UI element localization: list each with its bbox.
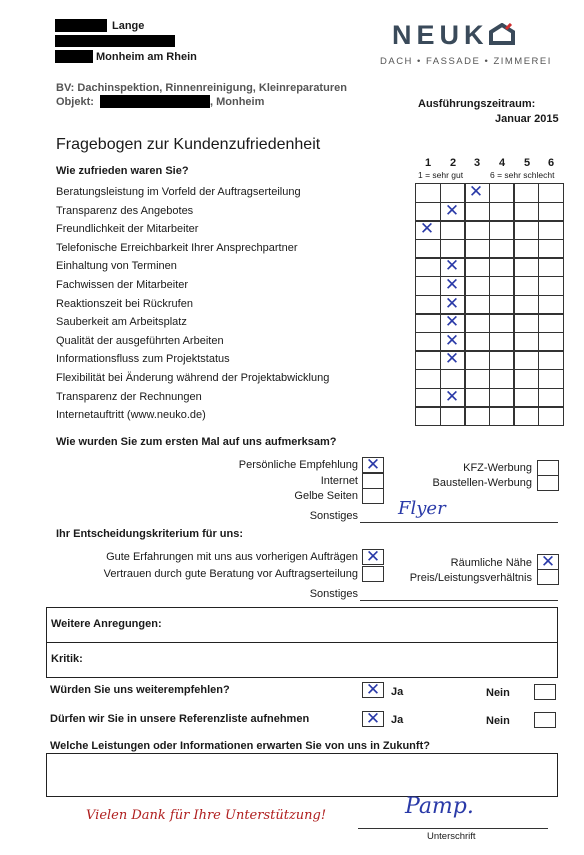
check-mark-icon: ✕ [444,331,460,351]
check-mark-icon: ✕ [540,552,556,572]
reference-nein-label: Nein [486,715,510,727]
customer-name: Lange [112,20,145,32]
rating-row-label: Fachwissen der Mitarbeiter [56,279,189,291]
page-title: Fragebogen zur Kundenzufriedenheit [56,136,321,153]
check-mark-icon: ✕ [444,312,460,332]
check-mark-icon: ✕ [365,455,381,475]
check-mark-icon: ✕ [444,201,460,221]
rating-cell[interactable] [489,369,515,389]
rating-cell[interactable] [513,369,539,389]
rating-cell[interactable] [489,183,515,203]
rating-row-label: Informationsfluss zum Projektstatus [56,353,230,365]
attention-option-label: Internet [320,475,358,487]
rating-cell[interactable] [538,295,564,315]
signature-line [358,828,548,829]
redacted-street [55,35,175,47]
rating-cell[interactable] [513,257,539,277]
scale-left: 1 = sehr gut [418,170,464,180]
check-mark-icon: ✕ [444,349,460,369]
bv-line: BV: Dachinspektion, Rinnenreinigung, Kleinreparaturen [56,82,347,94]
company-logo: NEUK [392,20,513,51]
rating-cell[interactable] [415,369,441,389]
rating-cell[interactable] [538,183,564,203]
rating-cell[interactable] [415,313,441,333]
check-mark-icon: ✕ [444,275,460,295]
scale-4: 4 [499,157,506,169]
scale-3: 3 [474,157,481,169]
rating-cell[interactable] [538,406,564,426]
rating-cell[interactable] [440,369,466,389]
attention-checkbox[interactable] [537,475,559,491]
rating-cell[interactable] [440,406,466,426]
objekt-city: , Monheim [210,96,265,108]
rating-cell[interactable] [464,350,490,370]
attention-checkbox[interactable] [362,473,384,489]
rating-cell[interactable] [513,332,539,352]
rating-cell[interactable] [489,313,515,333]
rating-cell[interactable] [415,388,441,408]
rating-cell[interactable] [538,369,564,389]
rating-cell[interactable] [464,295,490,315]
recommend-ja-label: Ja [391,686,404,698]
check-mark-icon: ✕ [444,256,460,276]
rating-cell[interactable] [464,220,490,240]
sonstiges-label: Sonstiges [309,510,358,522]
rating-cell[interactable] [415,295,441,315]
attention-option-label: Persönliche Empfehlung [238,459,358,471]
criteria-option-label: Gute Erfahrungen mit uns aus vorherigen Aufträgen [106,551,358,563]
attention-option-label: Gelbe Seiten [294,490,358,502]
customer-city: Monheim am Rhein [96,51,197,63]
rating-cell[interactable] [513,406,539,426]
rating-cell[interactable] [415,406,441,426]
rating-row-label: Transparenz der Rechnungen [56,391,202,403]
redacted-zip [55,50,93,63]
rating-cell[interactable] [538,332,564,352]
thanks-text: Vielen Dank für Ihre Unterstützung! [86,808,327,823]
future-question: Welche Leistungen oder Informationen erwarten Sie von uns in Zukunft? [50,740,430,752]
rating-cell[interactable] [513,388,539,408]
rating-cell[interactable] [489,220,515,240]
attention-checkbox[interactable] [537,460,559,476]
rating-cell[interactable] [440,183,466,203]
rating-row-label: Internetauftritt (www.neuko.de) [56,409,206,421]
satisfaction-question: Wie zufrieden waren Sie? [56,165,189,177]
rating-cell[interactable] [513,276,539,296]
rating-cell[interactable] [489,202,515,222]
rating-cell[interactable] [489,257,515,277]
scale-6: 6 [548,157,555,169]
rating-cell[interactable] [489,332,515,352]
rating-cell[interactable] [513,313,539,333]
rating-cell[interactable] [415,239,441,259]
reference-question: Dürfen wir Sie in unsere Referenzliste aufnehmen [50,713,310,725]
company-tagline: DACH • FASSADE • ZIMMEREI [380,56,552,67]
rating-cell[interactable] [415,350,441,370]
rating-cell[interactable] [464,313,490,333]
objekt-label: Objekt: [56,96,94,108]
criteria-option-label: Vertrauen durch gute Beratung vor Auftragserteilung [103,568,358,580]
criteria-option-label: Preis/Leistungsverhältnis [409,572,532,584]
rating-cell[interactable] [464,332,490,352]
rating-row-label: Einhaltung von Terminen [56,260,177,272]
reference-nein-checkbox[interactable] [534,712,556,728]
rating-row-label: Beratungsleistung im Vorfeld der Auftragserteilung [56,186,301,198]
rating-row-label: Freundlichkeit der Mitarbeiter [56,223,199,235]
criteria-sonstiges-label: Sonstiges [309,588,358,600]
redacted-name [55,19,107,32]
rating-cell[interactable] [538,350,564,370]
rating-cell[interactable] [489,406,515,426]
rating-row-label: Qualität der ausgeführten Arbeiten [56,335,224,347]
rating-row-label: Telefonische Erreichbarkeit Ihrer Ansprechpartner [56,242,298,254]
check-mark-icon: ✕ [365,680,381,700]
rating-cell[interactable] [538,220,564,240]
check-mark-icon: ✕ [468,182,484,202]
rating-cell[interactable] [538,388,564,408]
rating-cell[interactable] [489,350,515,370]
attention-option-label: KFZ-Werbung [463,462,532,474]
rating-cell[interactable] [464,388,490,408]
scale-right: 6 = sehr schlecht [490,170,555,180]
zeitraum-value: Januar 2015 [495,113,559,125]
rating-cell[interactable] [538,239,564,259]
rating-cell[interactable] [538,257,564,277]
rating-cell[interactable] [513,350,539,370]
rating-cell[interactable] [415,332,441,352]
rating-cell[interactable] [538,202,564,222]
rating-cell[interactable] [489,239,515,259]
house-icon [489,21,513,41]
recommend-nein-label: Nein [486,687,510,699]
check-mark-icon: ✕ [444,294,460,314]
attention-option-label: Baustellen-Werbung [432,477,532,489]
rating-cell[interactable] [513,295,539,315]
rating-cell[interactable] [538,313,564,333]
redacted-objekt [100,95,210,108]
signature-label: Unterschrift [427,831,476,842]
rating-cell[interactable] [464,369,490,389]
scale-2: 2 [450,157,457,169]
criteria-option-label: Räumliche Nähe [450,557,532,569]
rating-cell[interactable] [464,239,490,259]
rating-cell[interactable] [489,276,515,296]
rating-cell[interactable] [464,276,490,296]
zeitraum-label: Ausführungszeitraum: [418,98,536,110]
rating-cell[interactable] [464,257,490,277]
criteria-checkbox[interactable] [537,569,559,585]
rating-cell[interactable] [513,220,539,240]
check-mark-icon: ✕ [365,547,381,567]
rating-cell[interactable] [415,257,441,277]
criteria-question: Ihr Entscheidungskriterium für uns: [56,528,244,540]
rating-cell[interactable] [538,276,564,296]
scale-5: 5 [524,157,531,169]
check-mark-icon: ✕ [444,387,460,407]
sonstiges-value[interactable]: Flyer [398,498,446,519]
recommend-question: Würden Sie uns weiterempfehlen? [50,684,230,696]
rating-cell[interactable] [489,295,515,315]
rating-cell[interactable] [464,406,490,426]
kritik-label: Kritik: [51,653,83,665]
recommend-nein-checkbox[interactable] [534,684,556,700]
check-mark-icon: ✕ [419,219,435,239]
signature: Pamp. [405,794,474,819]
anregungen-label: Weitere Anregungen: [51,618,162,630]
rating-cell[interactable] [513,183,539,203]
attention-checkbox[interactable] [362,488,384,504]
reference-ja-label: Ja [391,714,404,726]
scale-1: 1 [425,157,432,169]
rating-row-label: Sauberkeit am Arbeitsplatz [56,316,187,328]
future-field[interactable] [46,753,558,797]
rating-row-label: Reaktionszeit bei Rückrufen [56,298,193,310]
rating-cell[interactable] [415,183,441,203]
rating-cell[interactable] [464,202,490,222]
sonstiges-line [360,522,558,523]
rating-row-label: Flexibilität bei Änderung während der Projektabwicklung [56,372,330,384]
criteria-checkbox[interactable] [362,566,384,582]
check-mark-icon: ✕ [365,709,381,729]
rating-cell[interactable] [513,202,539,222]
kritik-field[interactable] [46,642,558,678]
rating-cell[interactable] [489,388,515,408]
rating-cell[interactable] [440,220,466,240]
criteria-sonstiges-line [360,600,558,601]
attention-question: Wie wurden Sie zum ersten Mal auf uns aufmerksam? [56,436,337,448]
rating-cell[interactable] [513,239,539,259]
rating-cell[interactable] [415,276,441,296]
rating-row-label: Transparenz des Angebotes [56,205,194,217]
